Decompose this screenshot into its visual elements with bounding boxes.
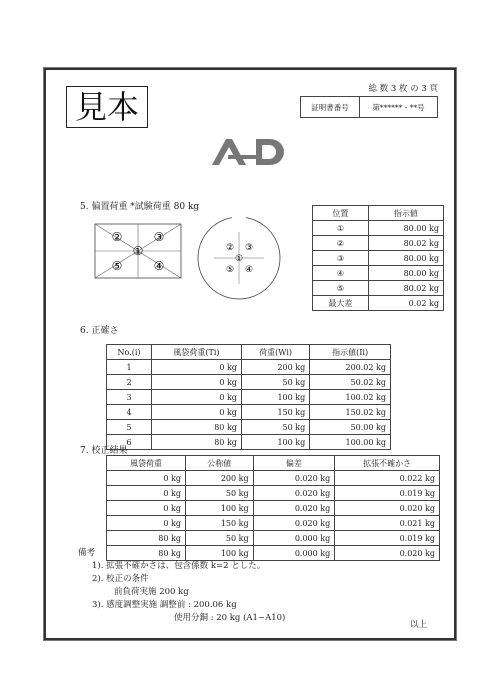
ecc-cell: ⑤ [313, 281, 369, 296]
square-platform-diagram [94, 223, 182, 279]
res-cell: 100 kg [186, 501, 254, 516]
acc-cell: 100 kg [241, 390, 309, 405]
acc-cell: 0 kg [152, 390, 242, 405]
acc-cell: 6 [107, 435, 152, 450]
round-pos-3-label: ③ [244, 243, 254, 253]
res-cell: 0.020 kg [253, 516, 335, 531]
end-mark: 以上 [410, 620, 428, 630]
res-cell: 80 kg [107, 531, 186, 546]
note-item: 3). 感度調整実施 調整前 : 200.06 kg [92, 600, 237, 610]
certificate-number-box [300, 96, 438, 118]
pos-5-label: ⑤ [111, 259, 123, 273]
res-cell: 200 kg [186, 471, 254, 486]
ecc-cell: ② [313, 236, 369, 251]
ecc-cell: 0.02 kg [368, 296, 443, 311]
res-header-deviation: 偏差 [253, 456, 335, 471]
table-row [107, 435, 391, 450]
acc-header-reading: 指示値(Ii) [310, 345, 391, 360]
calibration-result-table [106, 455, 440, 561]
round-platform-diagram [194, 212, 284, 302]
res-cell: 0.020 kg [253, 486, 335, 501]
acc-header-no: No.(i) [107, 345, 152, 360]
acc-cell: 50 kg [241, 375, 309, 390]
ecc-cell: ① [313, 221, 369, 236]
table-row [107, 360, 391, 375]
round-pos-1-label: ① [234, 254, 244, 264]
acc-cell: 100.02 kg [310, 390, 391, 405]
acc-cell: 200.02 kg [310, 360, 391, 375]
res-cell: 0.020 kg [253, 501, 335, 516]
acc-cell: 50.00 kg [310, 420, 391, 435]
note-item: 前負荷実施 200 kg [114, 587, 189, 597]
section7-title: 7. 校正結果 [80, 446, 128, 456]
acc-cell: 3 [107, 390, 152, 405]
res-cell: 80 kg [107, 546, 186, 561]
table-row [107, 420, 391, 435]
table-row [313, 221, 444, 236]
section5-title: 5. 偏置荷重 *試験荷重 80 kg [80, 202, 200, 212]
acc-cell: 150 kg [241, 405, 309, 420]
res-cell: 150 kg [186, 516, 254, 531]
res-cell: 50 kg [186, 486, 254, 501]
acc-cell: 100.00 kg [310, 435, 391, 450]
acc-cell: 80 kg [152, 420, 242, 435]
acc-cell: 4 [107, 405, 152, 420]
acc-header-load: 荷重(Wi) [241, 345, 309, 360]
and-logo [210, 137, 292, 167]
ecc-cell: ③ [313, 251, 369, 266]
res-cell: 0 kg [107, 471, 186, 486]
round-pos-2-label: ② [225, 243, 235, 253]
res-cell: 0.019 kg [335, 531, 440, 546]
table-row [313, 251, 444, 266]
res-header-nominal: 公称値 [186, 456, 254, 471]
res-cell: 0.019 kg [335, 486, 440, 501]
note-item: 使用分銅 : 20 kg (A1~A10) [174, 613, 286, 623]
table-row [313, 281, 444, 296]
ecc-cell: 80.00 kg [368, 266, 443, 281]
acc-cell: 50.02 kg [310, 375, 391, 390]
res-cell: 0 kg [107, 486, 186, 501]
note-item: 2). 校正の条件 [92, 574, 149, 584]
res-cell: 0 kg [107, 501, 186, 516]
acc-cell: 80 kg [152, 435, 242, 450]
round-pos-5-label: ⑤ [225, 265, 235, 275]
ecc-cell: 最大差 [313, 296, 369, 311]
table-row [107, 471, 440, 486]
table-row [107, 501, 440, 516]
acc-cell: 5 [107, 420, 152, 435]
ecc-cell: 80.02 kg [368, 236, 443, 251]
ecc-header-reading: 指示値 [368, 206, 443, 221]
ecc-header-position: 位置 [313, 206, 369, 221]
round-pos-4-label: ④ [244, 265, 254, 275]
table-row [107, 375, 391, 390]
ecc-cell: 80.00 kg [368, 221, 443, 236]
res-cell: 0.020 kg [253, 471, 335, 486]
pos-2-label: ② [111, 230, 123, 244]
logo-text: A&D [210, 137, 213, 138]
res-cell: 100 kg [186, 546, 254, 561]
ecc-cell: 80.02 kg [368, 281, 443, 296]
res-cell: 0.000 kg [253, 546, 335, 561]
res-cell: 0.020 kg [335, 546, 440, 561]
table-row [107, 390, 391, 405]
notes-section [78, 547, 285, 625]
res-header-tare: 風袋荷重 [107, 456, 186, 471]
certificate-value: 第****** - **号 [372, 102, 425, 112]
pos-4-label: ④ [153, 259, 165, 273]
acc-cell: 1 [107, 360, 152, 375]
table-row [107, 516, 440, 531]
acc-cell: 200 kg [241, 360, 309, 375]
eccentric-load-table [312, 205, 444, 311]
res-cell: 0.020 kg [335, 501, 440, 516]
notes-title: 備考 [78, 548, 96, 558]
table-row [313, 266, 444, 281]
res-cell: 0.000 kg [253, 531, 335, 546]
accuracy-table [106, 344, 391, 450]
res-cell: 50 kg [186, 531, 254, 546]
ecc-cell: 80.00 kg [368, 251, 443, 266]
acc-cell: 150.02 kg [310, 405, 391, 420]
table-row [107, 486, 440, 501]
acc-header-tare: 風袋荷重(Ti) [152, 345, 242, 360]
acc-cell: 0 kg [152, 360, 242, 375]
pos-3-label: ③ [153, 230, 165, 244]
res-cell: 0 kg [107, 516, 186, 531]
table-row [313, 236, 444, 251]
pos-1-label: ① [132, 244, 144, 258]
certificate-label: 証明書番号 [301, 97, 360, 117]
section6-title: 6. 正確さ [80, 326, 119, 336]
acc-cell: 0 kg [152, 405, 242, 420]
res-cell: 0.021 kg [335, 516, 440, 531]
table-row [107, 405, 391, 420]
page-count: 総 数 3 枚 の 3 頁 [368, 84, 438, 94]
table-row [313, 296, 444, 311]
acc-cell: 100 kg [241, 435, 309, 450]
res-header-uncertainty: 拡張不確かさ [335, 456, 440, 471]
table-row [107, 531, 440, 546]
acc-cell: 0 kg [152, 375, 242, 390]
ecc-cell: ④ [313, 266, 369, 281]
res-cell: 0.022 kg [335, 471, 440, 486]
sample-stamp: 見本 [66, 86, 148, 128]
note-item: 1). 拡張不確かさは、包含係数 k=2 とした。 [92, 561, 266, 571]
acc-cell: 2 [107, 375, 152, 390]
acc-cell: 50 kg [241, 420, 309, 435]
